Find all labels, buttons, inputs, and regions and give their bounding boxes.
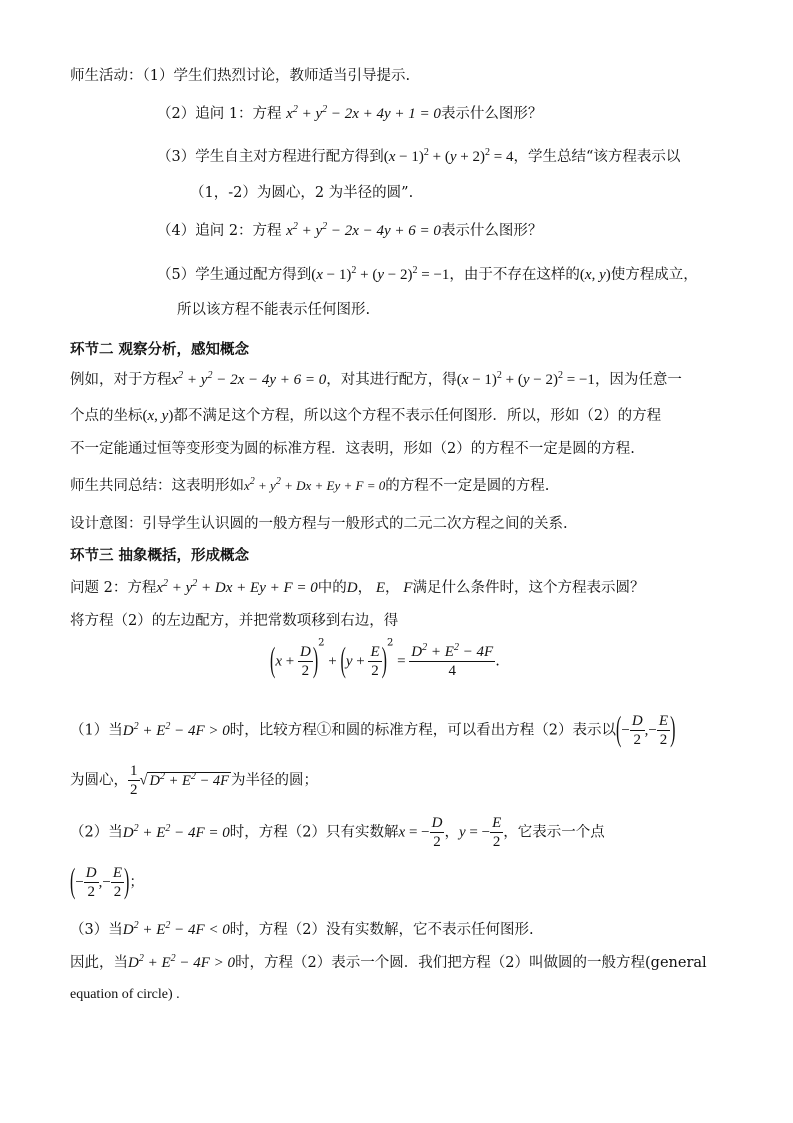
period: . — [495, 653, 500, 670]
case-3-line — [70, 920, 534, 940]
paren: ( — [616, 710, 622, 749]
text: 为圆心， — [70, 772, 128, 789]
text: 中的 — [317, 580, 347, 596]
text: 表示什么图形？ — [440, 223, 543, 239]
text: （4）追问 2：方程 — [157, 223, 287, 239]
example-line-1 — [70, 370, 682, 390]
equation-6: $(x - 1)^2 + (y - 2)^2 = -1$ — [456, 370, 595, 388]
var-y: y — [345, 653, 353, 670]
op: ,− — [98, 874, 111, 891]
fraction-e-2 — [111, 864, 124, 901]
case-2-line — [70, 814, 605, 854]
activity-line-2 — [157, 104, 542, 124]
numerator: D — [631, 713, 643, 729]
text: ，因为任意一 — [594, 372, 682, 388]
text: 时，方程（2）表示一个圆．我们把方程（2）叫做圆的一般方程(general — [235, 955, 707, 971]
coeff-f: F — [399, 580, 413, 596]
numerator: D — [431, 815, 443, 831]
text: （2）追问 1：方程 — [157, 106, 287, 122]
var-x: x — [398, 824, 406, 841]
denominator: 2 — [659, 732, 668, 748]
fraction-d-2 — [430, 814, 445, 851]
text: 使方程成立， — [610, 267, 698, 283]
denominator: 2 — [633, 732, 641, 748]
op: − — [75, 874, 84, 891]
conclusion-line-2: equation of circle) . — [70, 987, 180, 1002]
text: 为半径的圆； — [231, 772, 319, 789]
op: + — [352, 653, 369, 670]
condition-gt-2: $D^2 + E^2 - 4F > 0$ — [128, 953, 236, 971]
numerator: 1 — [130, 763, 138, 779]
completing-square-line: 将方程（2）的左边配方，并把常数项移到右边，得 — [70, 613, 399, 629]
text: 表示什么图形？ — [440, 106, 543, 122]
equation-4: $(x - 1)^2 + (y - 2)^2 = -1$ — [311, 265, 450, 283]
activity-line-6 — [157, 265, 698, 285]
text: （1）当 — [70, 722, 123, 739]
fraction-radius-sq — [409, 643, 495, 680]
text: ； — [129, 874, 144, 891]
example-line-3: 不一定能通过恒等变形变为圆的标准方程．这表明，形如（2）的方程不一定是圆的方程. — [70, 441, 635, 457]
fraction-d-2 — [84, 864, 99, 901]
text: （3）学生自主对方程进行配方得到 — [157, 149, 384, 165]
text: 例如，对于方程 — [70, 372, 172, 388]
fraction-d-2 — [630, 712, 645, 749]
numerator: D — [85, 865, 97, 881]
paren: ) — [312, 641, 319, 680]
sqrt-expression: √ $D^2 + E^2 - 4F$ — [139, 770, 230, 789]
paren: ( — [70, 862, 76, 901]
numerator: $D^2 + E^2 - 4F$ — [411, 642, 494, 660]
condition-gt: $D^2 + E^2 - 4F > 0$ — [122, 720, 230, 739]
op: ,− — [644, 722, 657, 739]
numerator: D — [299, 644, 311, 660]
op: + — [324, 653, 341, 670]
design-intent-line: 设计意图：引导学生认识圆的一般方程与一般形式的二元二次方程之间的关系. — [70, 516, 568, 532]
numerator: E — [370, 644, 380, 660]
denominator: 2 — [113, 884, 122, 900]
text: ，它表示一个点 — [503, 824, 605, 841]
paren: ) — [381, 641, 387, 680]
denominator: 2 — [301, 663, 310, 679]
paren: ) — [670, 710, 676, 749]
op: = — [393, 653, 410, 670]
fraction-e-2 — [657, 712, 670, 749]
text: ， — [357, 580, 373, 596]
text: 满足什么条件时，这个方程表示圆？ — [412, 580, 645, 596]
equation-5: $x^2 + y^2 - 2x - 4y + 6 = 0$ — [171, 370, 327, 388]
equation-1: $x^2 + y^2 - 2x + 4y + 1 = 0$ — [286, 104, 441, 122]
text: ， — [385, 580, 400, 596]
activity-line-3 — [157, 147, 680, 167]
text: 因此，当 — [70, 955, 128, 971]
case-1-line — [70, 712, 675, 756]
text: 的方程不一定是圆的方程. — [385, 478, 550, 494]
fraction-e-2 — [368, 643, 381, 680]
text: ，学生总结“该方程表示以 — [513, 149, 681, 165]
op: − — [621, 722, 630, 739]
text: ，对其进行配方，得 — [326, 372, 457, 388]
text: 个点的坐标 — [70, 408, 143, 424]
text: 时，方程（2）没有实数解，它不表示任何图形. — [229, 922, 534, 938]
numerator: E — [492, 815, 502, 831]
display-equation: (x + $\frac{D}{2}$ )$^2$ + (y + $\frac{E}{2}$ )$^2$ = $\frac{D^2 + E^2 - 4F}{4}$ . — [270, 643, 500, 693]
paren: ( — [340, 641, 346, 680]
radicand: $D^2 + E^2 - 4F$ — [149, 770, 230, 789]
activity-line-5 — [157, 221, 542, 241]
paren: ( — [270, 641, 276, 680]
condition-eq: $D^2 + E^2 - 4F = 0$ — [122, 822, 230, 841]
equation-2: $(x - 1)^2 + (y + 2)^2 = 4$ — [383, 147, 514, 165]
activity-line-4: （1，-2）为圆心，2 为半径的圆”. — [190, 185, 414, 201]
text: 时，方程（2）只有实数解 — [229, 824, 399, 841]
op: + — [282, 653, 298, 670]
paren: ) — [124, 862, 130, 901]
coeff-e: E — [372, 580, 386, 596]
text: ， — [444, 824, 459, 841]
summary-line — [70, 476, 549, 496]
section-heading-2: 环节二 观察分析，感知概念 — [70, 341, 250, 358]
fraction-e-2 — [490, 814, 503, 851]
var-x: x — [275, 653, 282, 670]
op: = − — [405, 824, 430, 841]
numerator: E — [112, 865, 123, 881]
point-xy-2: (x, y) — [142, 408, 174, 424]
text: 问题 2：方程 — [70, 580, 157, 596]
denominator: 2 — [371, 663, 379, 679]
equation-8: $x^2 + y^2 + Dx + Ey + F = 0$ — [156, 578, 318, 596]
text: （2）当 — [70, 824, 123, 841]
var-y: y — [458, 824, 466, 841]
section-heading-3: 环节三 抽象概括，形成概念 — [70, 547, 250, 564]
text: （5）学生通过配方得到 — [157, 267, 312, 283]
equation-7: $x^2 + y^2 + Dx + Ey + F = 0$ — [244, 476, 386, 493]
denominator: 2 — [433, 834, 441, 850]
activity-line-7: 所以该方程不能表示任何图形. — [177, 302, 371, 318]
text: 都不满足这个方程，所以这个方程不表示任何图形．所以，形如（2）的方程 — [173, 408, 662, 424]
point-xy: (x, y) — [579, 267, 611, 283]
conclusion-line — [70, 953, 707, 973]
text: 师生共同总结：这表明形如 — [70, 478, 244, 494]
denominator: 2 — [492, 834, 501, 850]
fraction-1-2 — [128, 762, 140, 799]
text: （3）当 — [70, 922, 123, 938]
condition-lt: $D^2 + E^2 - 4F < 0$ — [122, 920, 230, 938]
text: 时，比较方程①和圆的标准方程，可以看出方程（2）表示以 — [229, 722, 617, 739]
denominator: 2 — [87, 884, 95, 900]
op: = − — [465, 824, 491, 841]
denominator: 4 — [448, 663, 457, 679]
fraction-d-2 — [298, 643, 313, 680]
coefficients-def: D — [346, 580, 358, 596]
activity-line-1: 师生活动：（1）学生们热烈讨论，教师适当引导提示. — [70, 68, 411, 84]
equation-3: $x^2 + y^2 - 2x - 4y + 6 = 0$ — [286, 221, 441, 239]
question-2-line — [70, 578, 644, 598]
example-line-2 — [70, 406, 661, 426]
text: ，由于不存在这样的 — [449, 267, 580, 283]
denominator: 2 — [130, 782, 138, 798]
case-1-line-2 — [70, 762, 318, 802]
numerator: E — [658, 713, 669, 729]
case-2-point — [70, 864, 144, 904]
